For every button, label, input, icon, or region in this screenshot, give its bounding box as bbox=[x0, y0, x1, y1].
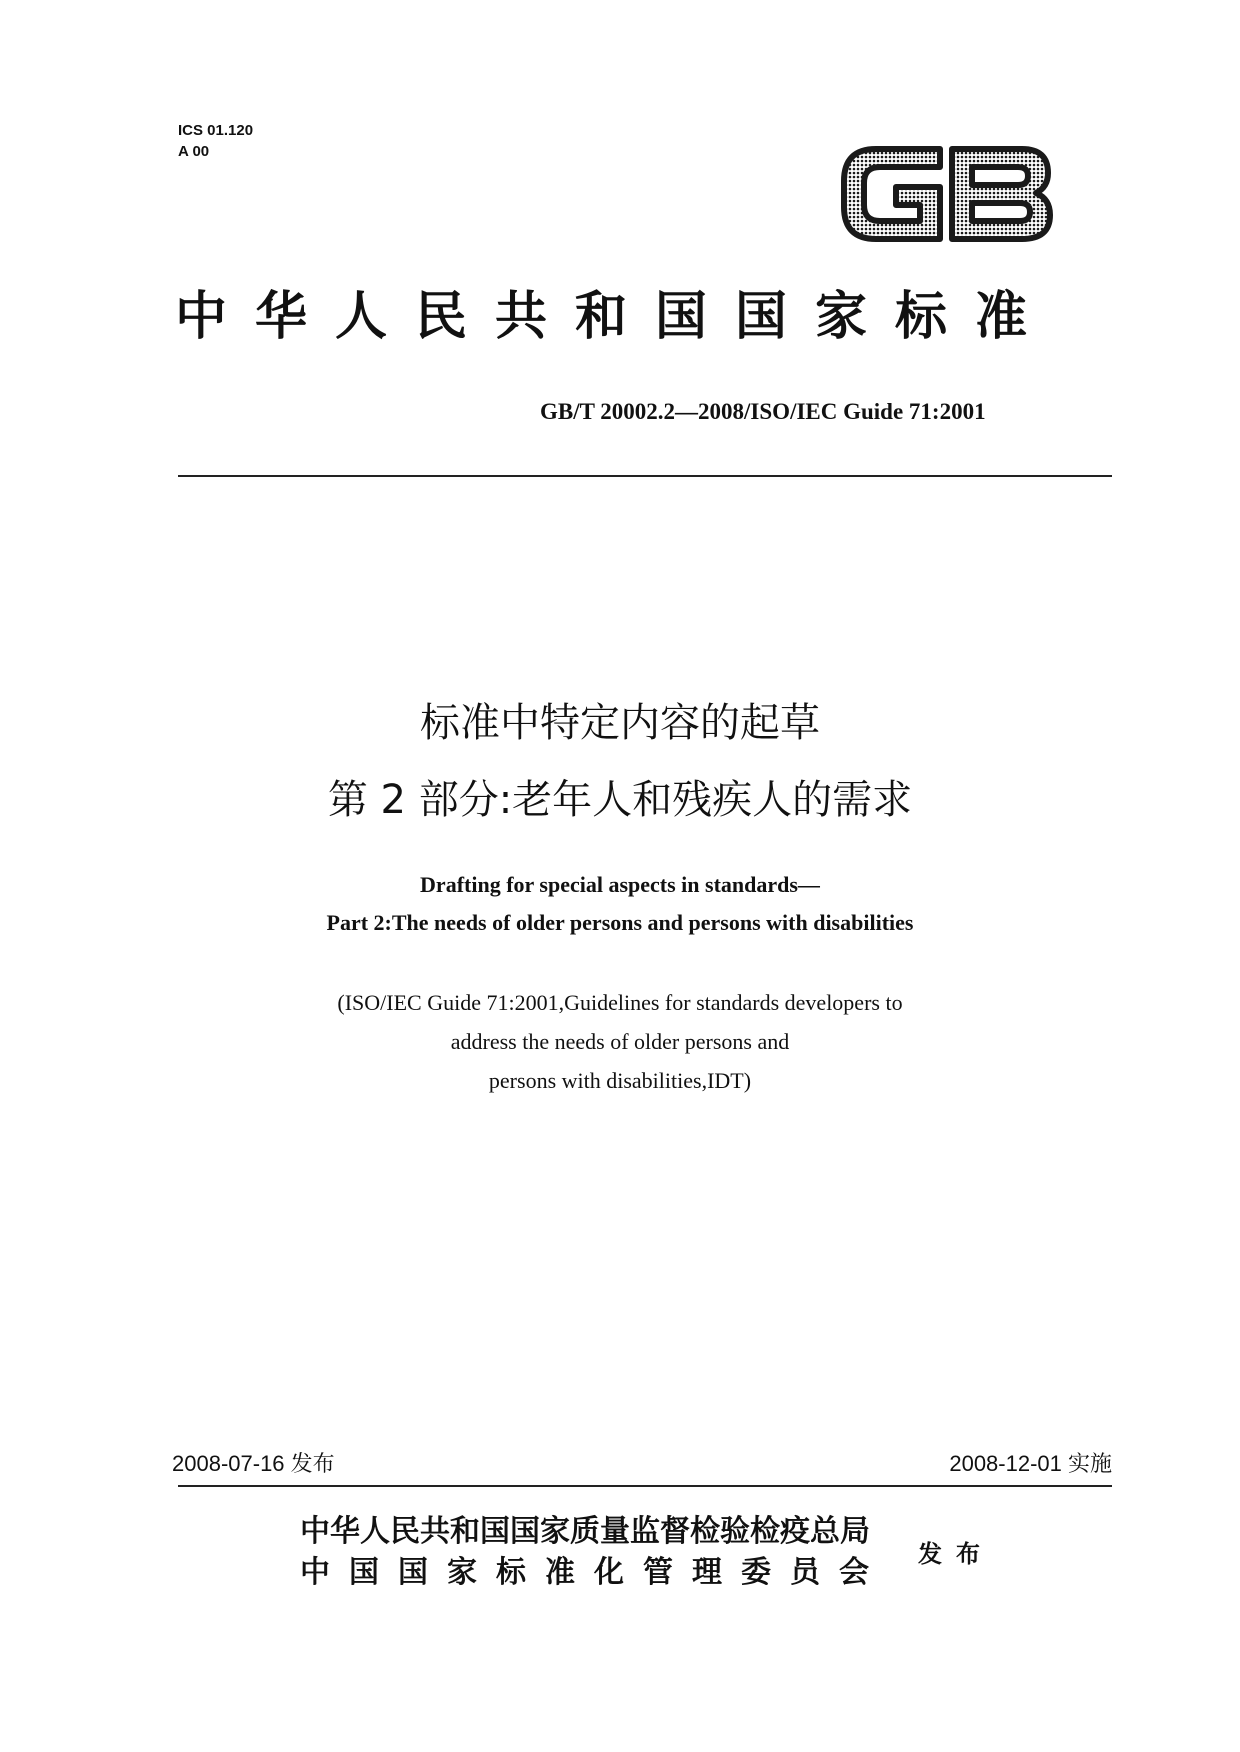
ccs-code: A 00 bbox=[178, 143, 210, 160]
national-standard-title: 中华人民共和国国家标准 bbox=[175, 287, 1056, 347]
issuer-sac: 中国国家标准化管理委员会 bbox=[300, 1555, 888, 1590]
ics-code: ICS 01.120 bbox=[178, 122, 254, 139]
implementation-date: 2008-12-01 实施 bbox=[949, 1451, 1112, 1476]
title-en-line2: Part 2:The needs of older persons and persons with disabilities bbox=[326, 910, 914, 935]
issue-action: 发布 bbox=[918, 1540, 994, 1568]
equivalence-line1: (ISO/IEC Guide 71:2001,Guidelines for standards developers to bbox=[337, 990, 903, 1015]
issue-date: 2008-07-16 发布 bbox=[172, 1451, 335, 1476]
gb-logo-icon bbox=[836, 135, 1058, 253]
equivalence-line2: address the needs of older persons and bbox=[450, 1029, 790, 1054]
issuer-aqsiq: 中华人民共和国国家质量监督检验检疫总局 bbox=[300, 1514, 870, 1549]
bottom-divider bbox=[178, 1485, 1112, 1487]
title-cn-line1: 标准中特定内容的起草 bbox=[420, 700, 820, 746]
title-cn-line2: 第 2 部分:老年人和残疾人的需求 bbox=[327, 777, 913, 823]
top-divider bbox=[178, 475, 1112, 477]
equivalence-line3: persons with disabilities,IDT) bbox=[488, 1068, 752, 1093]
classification-codes bbox=[178, 120, 253, 162]
title-en-line1: Drafting for special aspects in standards— bbox=[420, 872, 820, 897]
standard-number: GB/T 20002.2—2008/ISO/IEC Guide 71:2001 bbox=[540, 399, 986, 424]
